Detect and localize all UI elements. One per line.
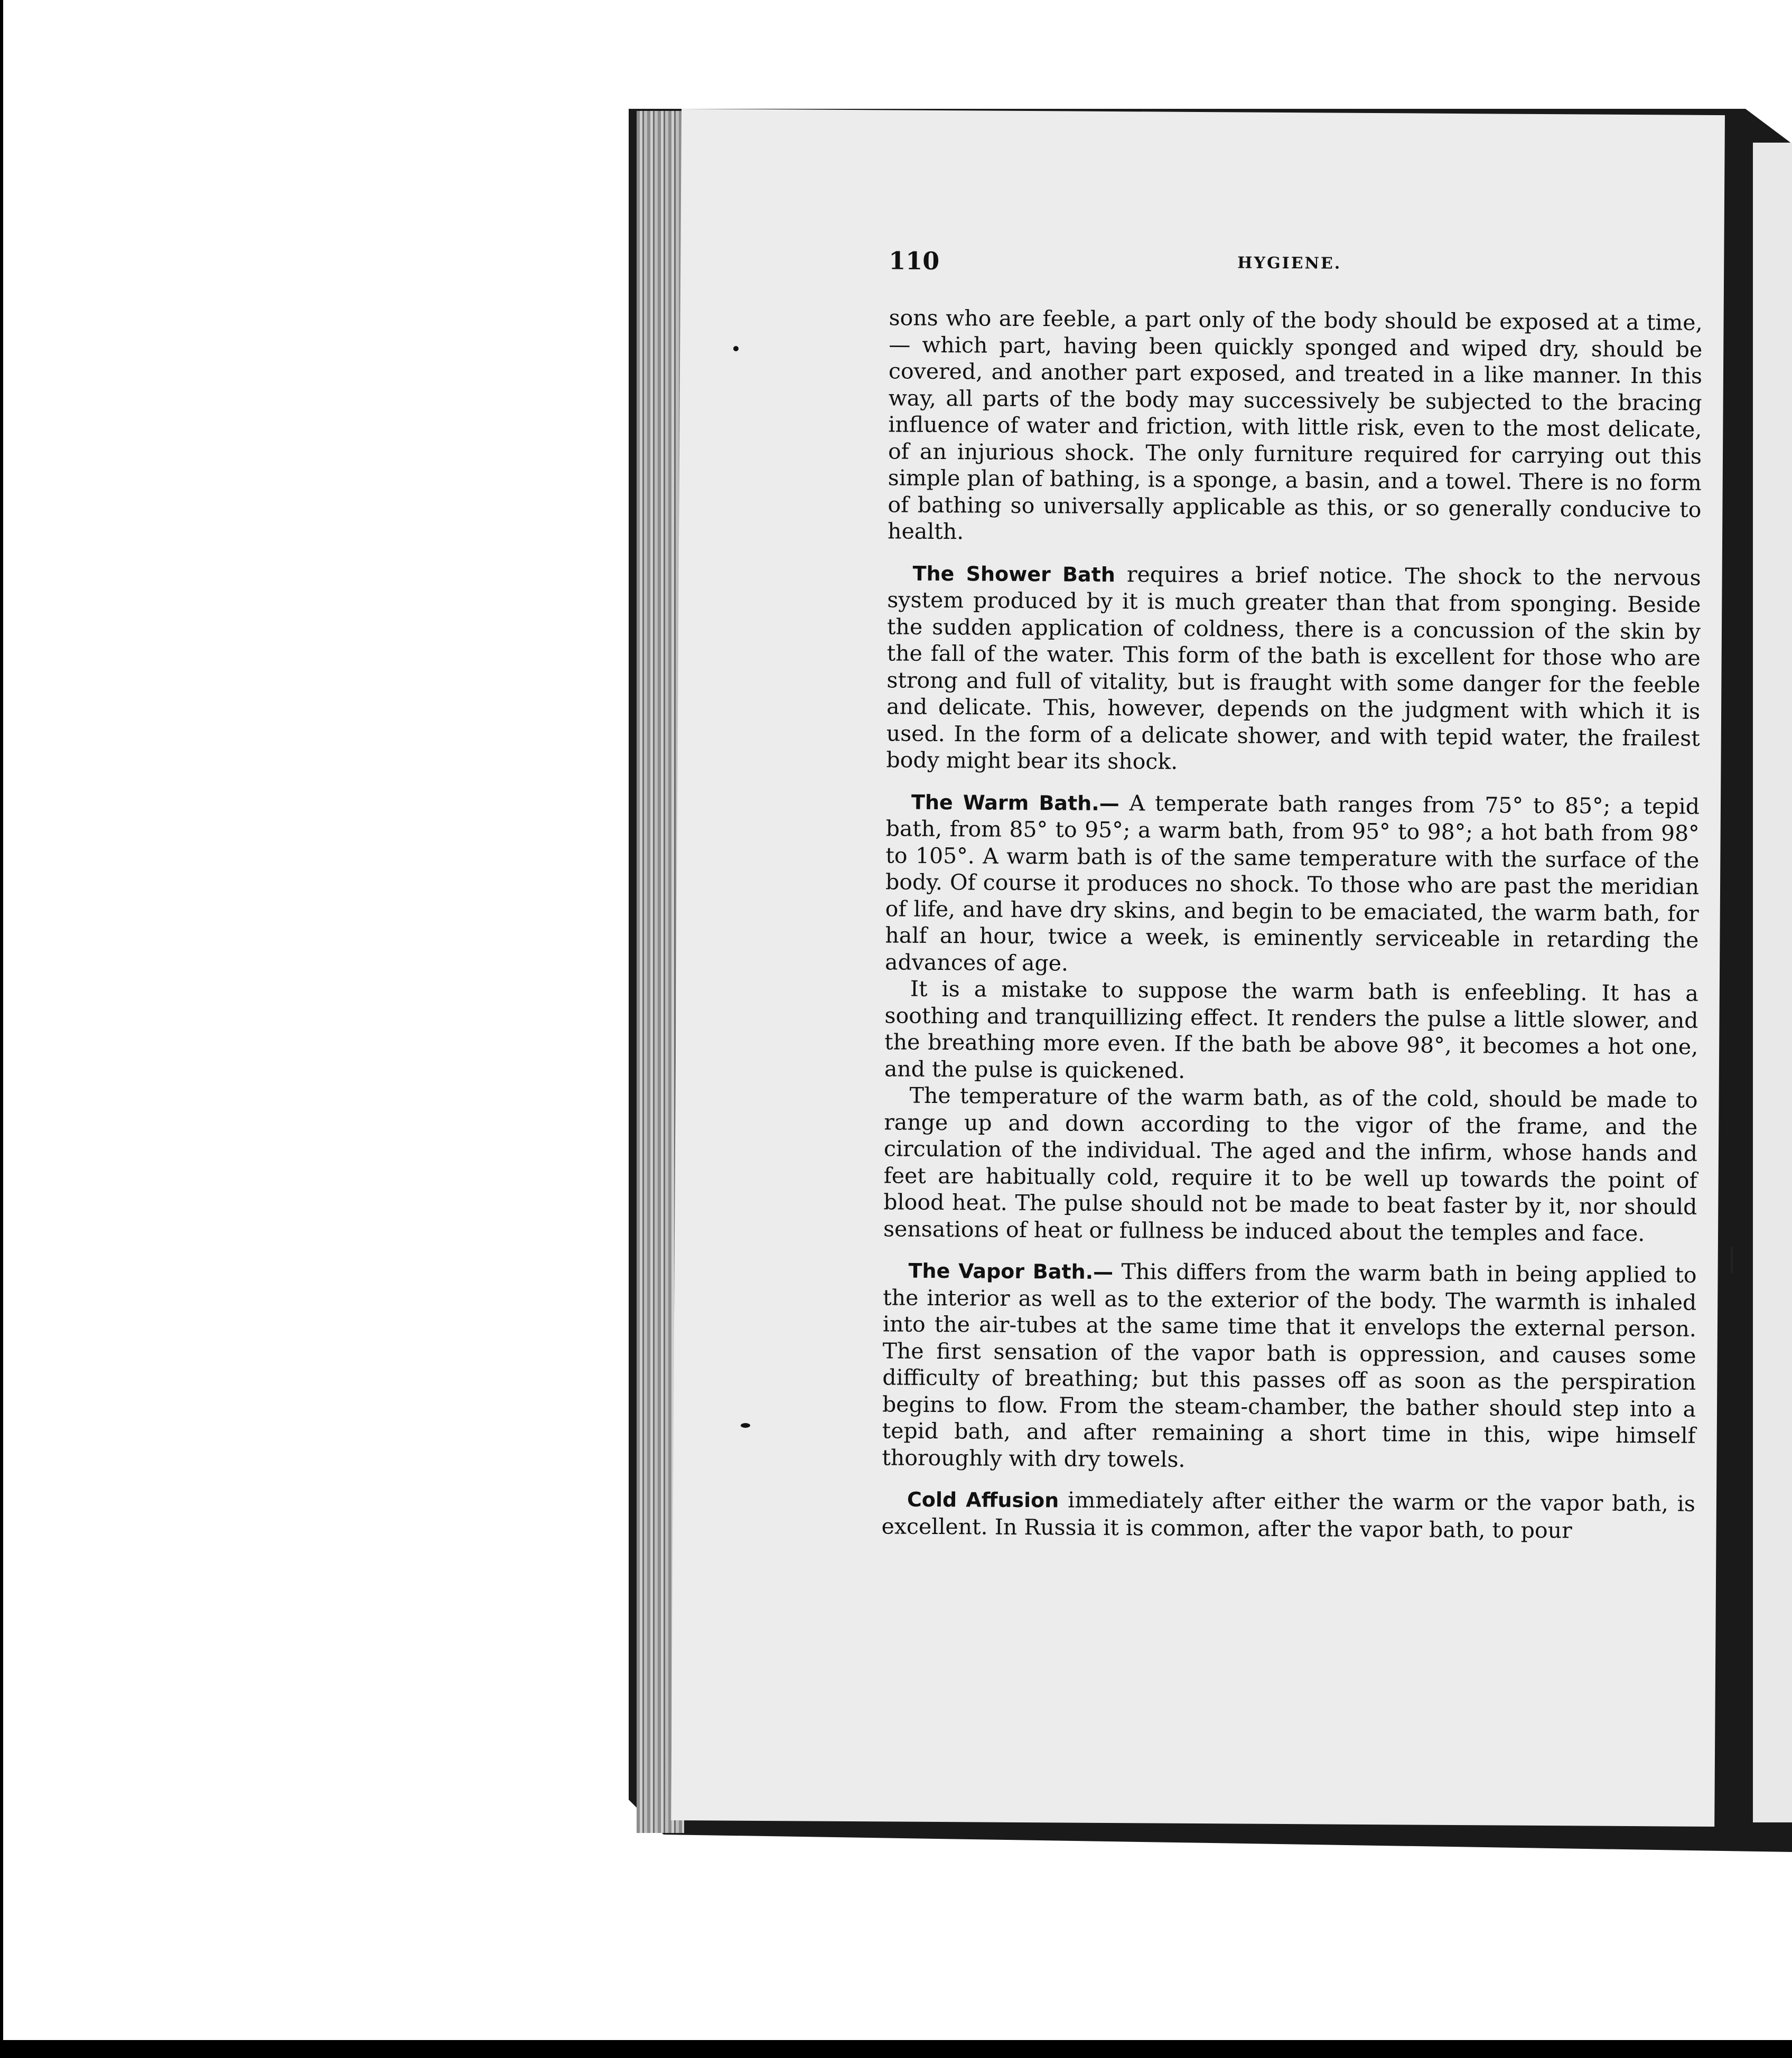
paragraph-text: It is a mistake to suppose the warm bath is enfeebling. It has a soothing and tranquillizing effect. It renders the pulse a little slower, and the breathing more even. If the bath be above 98°, it becomes a hot one, and the pulse is quickened. [884, 976, 1698, 1083]
paragraph-text: immediately after either the warm or the vapor bath, is excellent. In Russia it is common, after the vapor bath, to pour [881, 1487, 1696, 1543]
scan-speck [741, 1423, 750, 1428]
paragraph-continuation [888, 304, 1703, 549]
paragraph-text: A temperate bath ranges from 75° to 85°; a tepid bath, from 85° to 95°; a warm bath, from 95° to 98°; a hot bath from 98° to 105°. A warm bath is of the same temperature with the surface of the body. Of course it produces no shock. To those who are past the meridian of life, and have dry skins, and begin to be emaciated, the warm bath, for half an hour, twice a week, is eminently serviceable in retarding the advances of age. [884, 790, 1700, 976]
paragraph-shower-bath [886, 559, 1701, 778]
page-header [889, 246, 1702, 283]
paragraph-text: This differs from the warm bath in being applied to the interior as well as to the exterior of the body. The warmth is inhaled into the air-tubes at the same time that it envelops the external person. The first sensation of the vapor bath is oppression, and causes some difficulty of breathing; but this passes off as soon as the perspiration begins to flow. From the steam-chamber, the bather should step into a tepid bath, and after remaining a short time in this, wipe himself thoroughly with dry towels. [882, 1259, 1697, 1472]
paragraph-warm-bath-temperature [883, 1082, 1698, 1247]
body-text [881, 304, 1702, 1544]
page-number: 110 [889, 246, 940, 275]
paragraph-text: The temperature of the warm bath, as of the cold, should be made to range up and down according to the vigor of the frame, and the circulation of the individual. The aged and the infirm, whose hands and feet are habitually cold, require it to be well up towards the point of blood heat. The pulse should not be made to beat faster by it, nor should sensations of heat or fullness be induced about the temples and face. [883, 1082, 1698, 1246]
scan-speck [733, 346, 739, 351]
paragraph-warm-bath [885, 788, 1700, 980]
paragraph-warm-bath-mistake [884, 975, 1698, 1087]
scan-mark [1731, 1247, 1733, 1273]
paragraph-vapor-bath [882, 1257, 1696, 1475]
paragraph-text: requires a brief notice. The shock to the nervous system produced by it is much greater than that from sponging. Beside the sudden application of coldness, there is a concussion of the skin by the fall of the water. This form of the bath is excellent for those who are strong and full of vitality, but is fraught with some danger for the feeble and delicate. This, however, depends on the judgment with which it is used. In the form of a delicate shower, and with tepid water, the frailest body might bear its shock. [886, 561, 1701, 774]
section-heading: The Shower Bath [912, 562, 1116, 586]
scan-border-bottom [0, 2040, 1792, 2058]
scan-border-left [0, 0, 3, 2058]
section-heading: The Warm Bath.— [911, 790, 1119, 815]
paragraph-text: sons who are feeble, a part only of the body should be exposed at a time, — which part, having been quickly sponged and wiped dry, should be covered, and another part exposed, and treated in a like manner. In this way, all parts of the body may successively be subjected to the bracing influence of water and friction, with little risk, even to the most delicate, of an injurious shock. The only furniture required for carrying out this simple plan of bathing, is a sponge, a basin, and a towel. There is no form of bathing so universally applicable as this, or so generally conducive to health. [887, 305, 1703, 545]
running-head: HYGIENE. [1237, 254, 1342, 273]
section-heading: The Vapor Bath.— [908, 1259, 1114, 1284]
paragraph-cold-affusion [881, 1485, 1695, 1544]
section-heading: Cold Affusion [907, 1488, 1059, 1512]
facing-page-edge [1753, 143, 1792, 1822]
book-page [671, 109, 1725, 1827]
